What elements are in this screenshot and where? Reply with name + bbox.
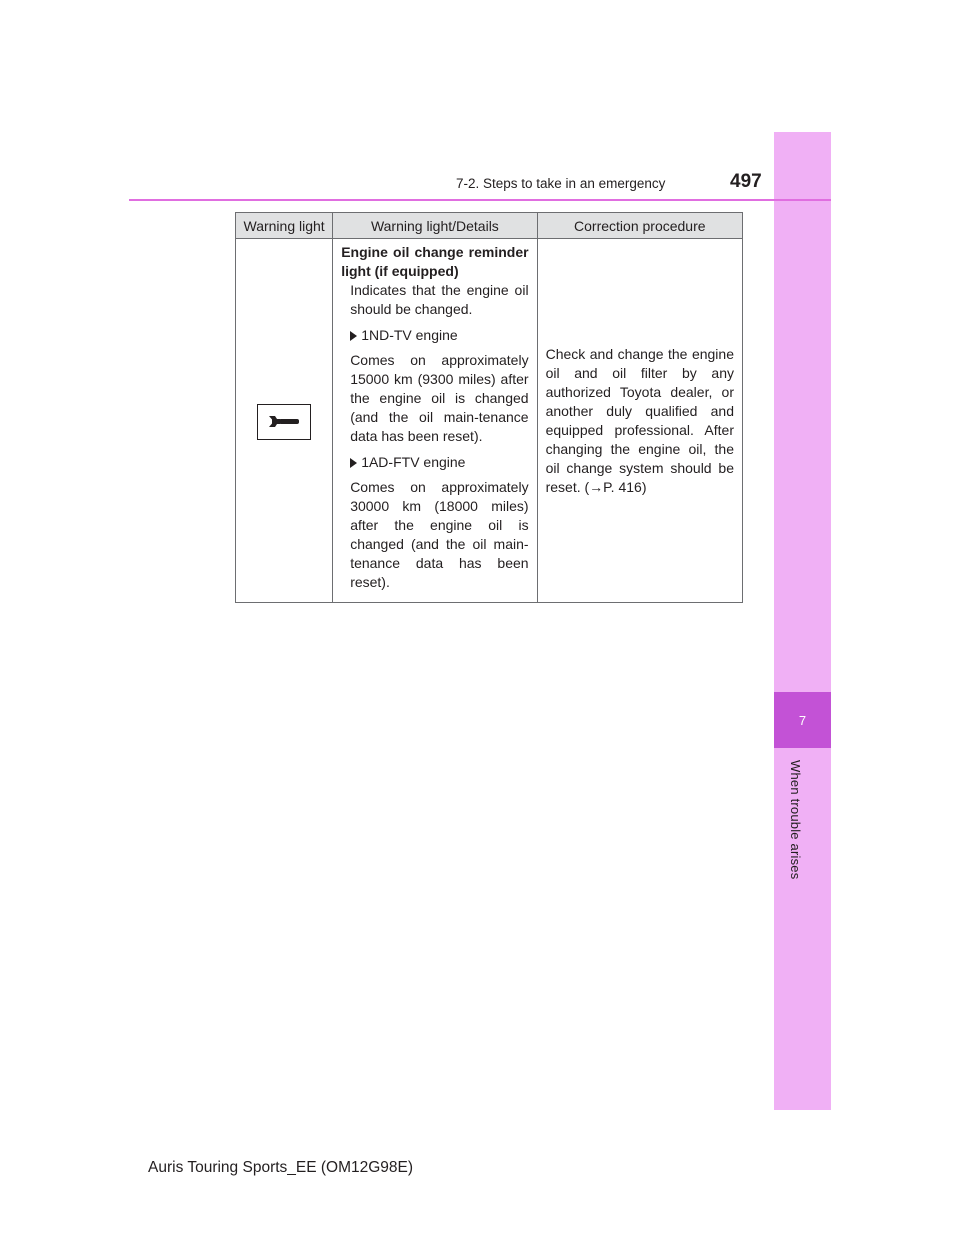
page-number: 497 [730,171,762,192]
column-header-correction: Correction procedure [537,213,742,239]
details-cell [333,239,537,603]
footer-model: Auris Touring Sports_EE (OM12G98E) [148,1159,414,1176]
engine-text-1ad: Comes on approximately 30000 km (18000 miles) after the engine oil is changed (and the oil main-tenance data has been reset). [350,479,529,590]
triangle-bullet-icon [350,458,357,468]
section-title: 7-2. Steps to take in an emergency [456,176,666,191]
engine-label-1ad: 1AD-FTV engine [341,453,528,472]
chapter-number-tab: 7 [774,692,831,748]
triangle-bullet-icon [350,331,357,341]
light-description: Indicates that the engine oil should be changed. [350,282,529,317]
header-divider [129,199,831,201]
warning-light-table [235,212,743,603]
light-title: Engine oil change reminder light (if equipped) [341,244,529,279]
wrench-icon [257,404,311,440]
table-row [236,239,743,603]
column-header-details: Warning light/Details [333,213,537,239]
warning-light-cell [236,239,333,603]
correction-procedure-cell: Check and change the engine oil and oil filter by any authorized Toyota dealer, or another duly qualified and equipped professional. After changing the engine oil, the oil change system should be reset. (→P. 416) [537,239,742,603]
engine-label-1nd: 1ND-TV engine [341,326,528,345]
chapter-title-tab: When trouble arises [788,760,803,880]
table-header-row [236,213,743,239]
side-tab [774,132,831,1110]
column-header-warning-light: Warning light [236,213,333,239]
engine-text-1nd: Comes on approximately 15000 km (9300 miles) after the engine oil is changed (and the oil main-tenance data has been reset). [350,352,529,444]
